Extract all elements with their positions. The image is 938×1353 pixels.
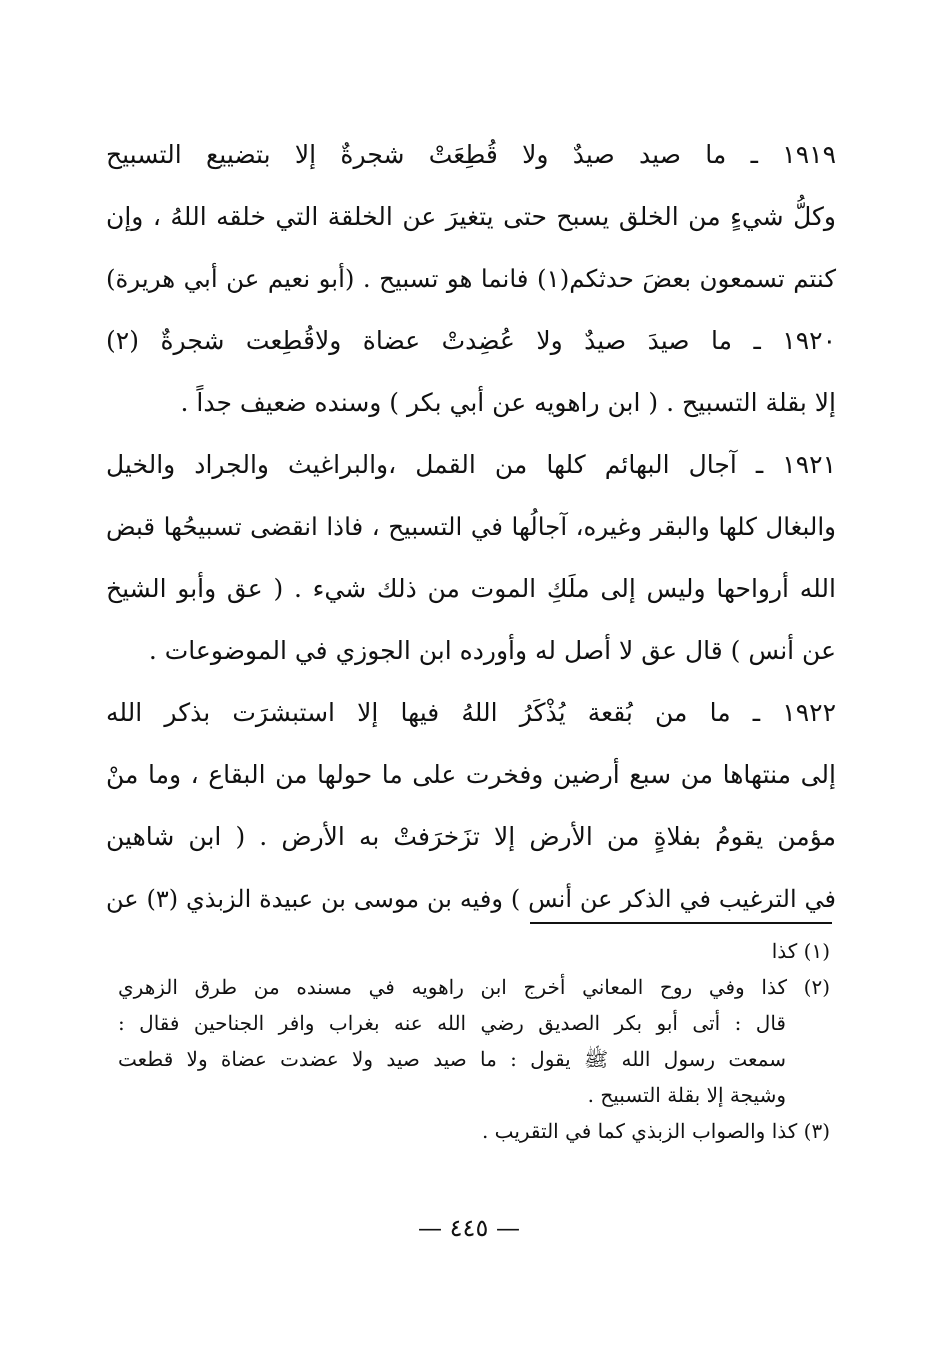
footnote-2-line: سمعت رسول الله ﷺ يقول : ما صيد صيد ولا عضدت عضاة ولا قطعت — [118, 1047, 786, 1071]
text-line: ١٩٢١ ـ آجال البهائم كلها من القمل ،والبراغيث والجراد والخيل — [106, 450, 836, 479]
text-line: ١٩١٩ ـ ما صيد صيدٌ ولا قُطِعَتْ شجرةٌ إلا بتضييع التسبيح — [106, 140, 836, 169]
text-line: ١٩٢٠ ـ ما صيدَ صيدٌ ولا عُضِدتْ عضاة ولاقُطِعت شجرةٌ (٢) — [106, 326, 836, 355]
text-line: مؤمن يقومُ بفلاةٍ من الأرض إلا تزَخرَفتْ به الأرض . ( ابن شاهين — [106, 822, 836, 851]
footnote-2-line: قال : أتى أبو بكر الصديق رضي الله عنه بغراب وافر الجناحين فقال : — [118, 1011, 786, 1035]
text-line: في الترغيب في الذكر عن أنس ) وفيه بن موسى بن عبيدة الزبذي (٣) عن — [106, 885, 836, 913]
footnote-1: (١) كذا — [771, 939, 830, 963]
text-line: عن أنس ) قال عق لا أصل له وأورده ابن الجوزي في الموضوعات . — [148, 636, 836, 665]
text-line: إلى منتهاها من سبع أرضين وفخرت على ما حولها من البقاع ، وما منْ — [106, 760, 836, 789]
text-line: كنتم تسمعون بعضَ حدثكم(١) فانما هو تسبيح . (أبو نعيم عن أبي هريرة) — [106, 264, 836, 293]
text-line: والبغال كلها والبقر وغيره، آجالُها في التسبيح ، فاذا انقضى تسبيحُها قبض — [106, 512, 836, 541]
footnotes — [118, 938, 830, 1154]
text-line: إلا بقلة التسبيح . ( ابن راهويه عن أبي بكر ) وسنده ضعيف جداً . — [180, 388, 836, 417]
text-line: ١٩٢٢ ـ ما من بُقعة يُذْكَرُ اللهُ فيها إلا استبشرَت بذكر الله — [106, 698, 836, 727]
footnote-3: (٣) كذا والصواب الزبذي كما في التقريب . — [481, 1119, 830, 1143]
main-text-body — [106, 140, 836, 946]
page-number: — ٤٤٥ — — [418, 1214, 520, 1242]
footnote-2-line: وشيجة إلا بقلة التسبيح . — [587, 1083, 786, 1107]
footnote-separator — [530, 922, 832, 924]
footnote-2-line: (٢) كذا وفي روح المعاني أخرج ابن راهويه في مسنده من طرق الزهري — [118, 975, 830, 999]
text-line: وكلُّ شيءٍ من الخلق يسبح حتى يتغيرَ عن الخلقة التي خلقه اللهُ ، وإن — [106, 202, 836, 231]
text-line: الله أرواحها وليس إلى ملَكِ الموت من ذلك شيء . ( عق وأبو الشيخ — [106, 574, 836, 603]
